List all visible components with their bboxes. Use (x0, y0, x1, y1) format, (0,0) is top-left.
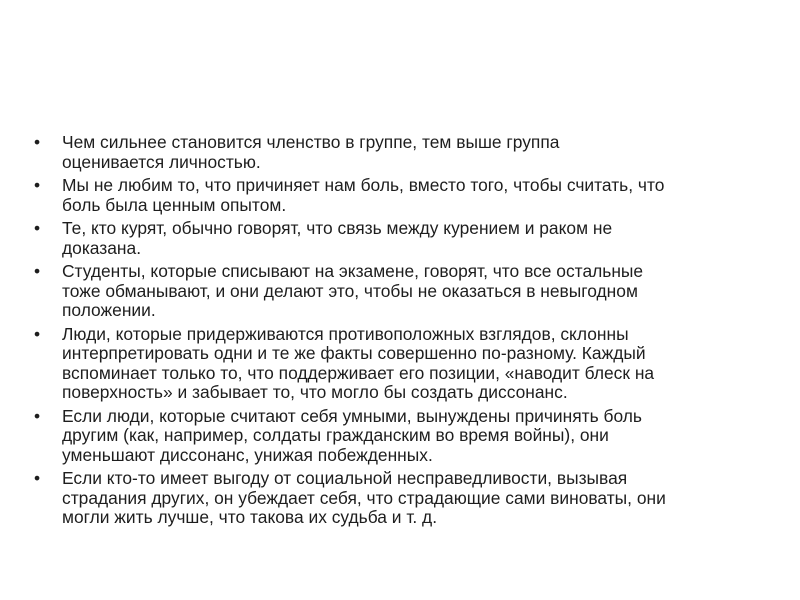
bullet-marker: • (34, 261, 41, 281)
list-item (34, 469, 764, 528)
bullet-list (34, 133, 764, 532)
bullet-marker: • (34, 218, 41, 238)
list-item-text: Если кто-то имеет выгоду от социальной несправедливости, вызывая страдания других, он убеждает себя, что страдающие сами виноваты, они могли жить лучше, что такова их судьба и т. д. (62, 468, 666, 527)
list-item-text: Люди, которые придерживаются противоположных взглядов, склонны интерпретировать одни и те же факты совершенно по-разному. Каждый вспоминает только то, что поддерживает его позиции, «наводит блеск на поверхность» и забывает то, что могло бы создать диссонанс. (62, 323, 655, 402)
bullet-marker: • (34, 468, 41, 488)
list-item (34, 262, 764, 321)
list-item-text: Мы не любим то, что причиняет нам боль, вместо того, чтобы считать, что боль была ценным опытом. (62, 175, 665, 215)
list-item-text: Чем сильнее становится членство в группе, тем выше группа оценивается личностью. (62, 132, 560, 172)
list-item-text: Если люди, которые считают себя умными, вынуждены причинять боль другим (как, например, солдаты гражданским во время войны), они уменьшают диссонанс, унижая побежденных. (62, 405, 642, 465)
list-item (34, 219, 764, 258)
bullet-marker: • (34, 323, 41, 344)
bullet-marker: • (34, 405, 41, 426)
list-item (34, 133, 764, 172)
bullet-marker: • (34, 132, 41, 152)
list-item (34, 325, 764, 403)
list-item-text: Те, кто курят, обычно говорят, что связь между курением и раком не доказана. (62, 218, 613, 258)
list-item (34, 176, 764, 215)
bullet-marker: • (34, 175, 41, 195)
list-item-text: Студенты, которые списывают на экзамене, говорят, что все остальные тоже обманывают, и они делают это, чтобы не оказаться в невыгодном положении. (62, 261, 644, 320)
list-item (34, 407, 764, 466)
